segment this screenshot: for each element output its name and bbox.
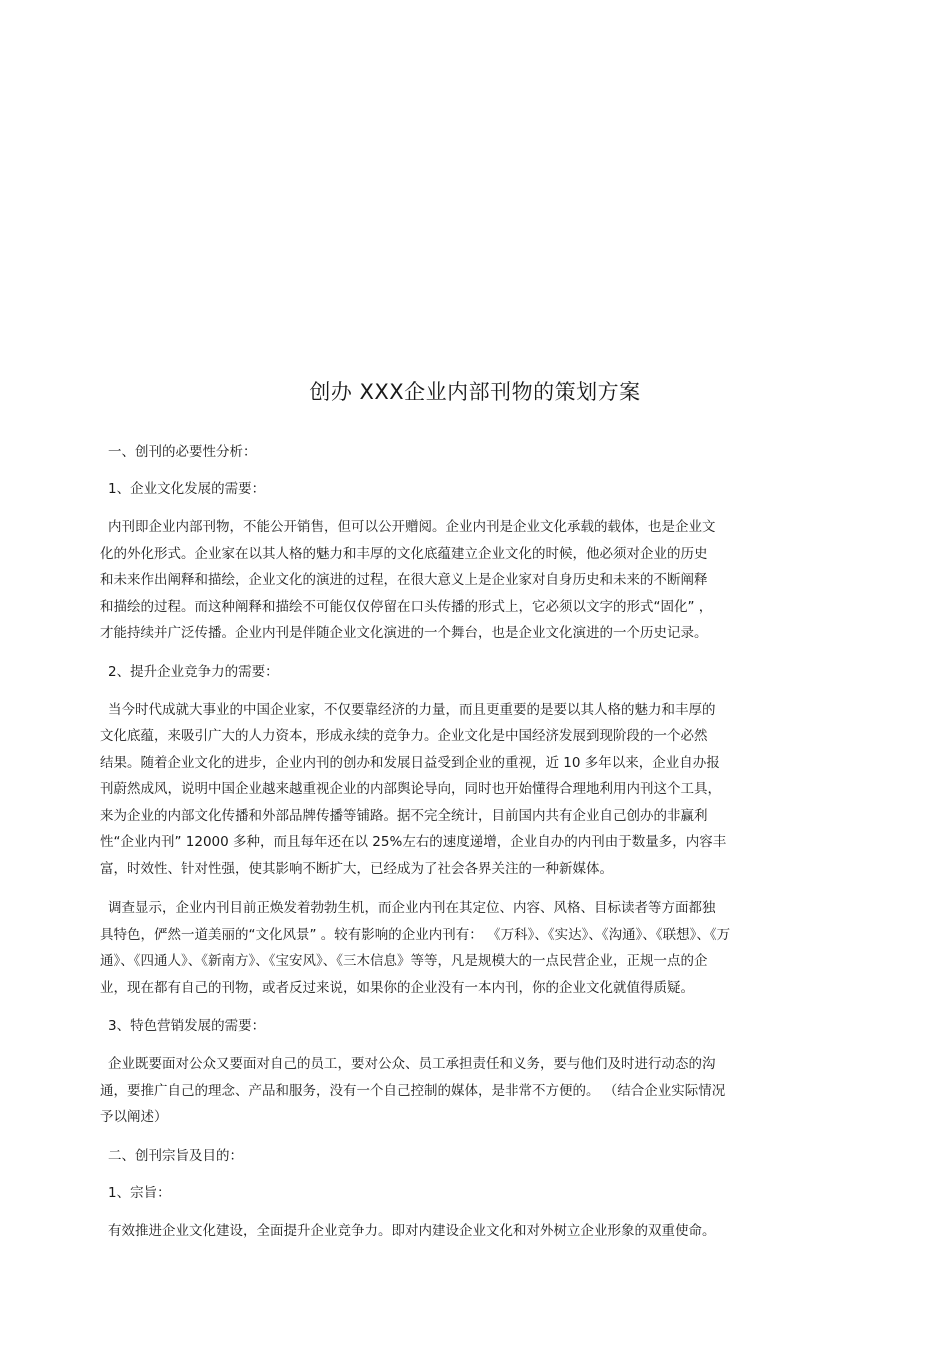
document-body (100, 440, 860, 1257)
paragraph-line: 予以阐述） (100, 1109, 168, 1125)
document-title: 创办 XXX企业内部刊物的策划方案 (309, 380, 641, 404)
paragraph (100, 1218, 860, 1245)
paragraph-line: 企业既要面对公众又要面对自己的员工，要对公众、员工承担责任和义务，要与他们及时进行动态的沟 (108, 1056, 716, 1072)
paragraph-line: 来为企业的内部文化传播和外部品牌传播等铺路。据不完全统计，目前国内共有企业自己创办的非赢利 (100, 807, 708, 824)
paragraph-line: 和描绘的过程。而这种阐释和描绘不可能仅仅停留在口头传播的形式上，它必须以文字的形式“固化” ， (100, 598, 713, 615)
section-heading: 二、创刊宗旨及目的： (108, 1147, 243, 1164)
paragraph (100, 1051, 860, 1131)
subsection-heading: 1、宗旨： (108, 1184, 171, 1201)
paragraph-line: 调查显示，企业内刊目前正焕发着勃勃生机，而企业内刊在其定位、内容、风格、目标读者等方面都独 (108, 900, 716, 916)
paragraph-line: 化的外化形式。企业家在以其人格的魅力和丰厚的文化底蕴建立企业文化的时候，他必须对企业的历史 (100, 545, 708, 562)
paragraph-line: 和未来作出阐释和描绘，企业文化的演进的过程，在很大意义上是企业家对自身历史和未来的不断阐释 (100, 572, 708, 588)
paragraph (100, 895, 860, 1001)
paragraph (100, 514, 860, 647)
paragraph-line: 文化底蕴，来吸引广大的人力资本，形成永续的竞争力。企业文化是中国经济发展到现阶段的一个必然 (100, 728, 708, 744)
paragraph-line: 富，时效性、针对性强，使其影响不断扩大，已经成为了社会各界关注的一种新媒体。 (100, 860, 613, 877)
paragraph-line: 当今时代成就大事业的中国企业家，不仅要靠经济的力量，而且更重要的是要以其人格的魅力和丰厚的 (108, 701, 716, 718)
paragraph-line: 通》、《四通人》、《新南方》、《宝安风》、《三木信息》等等，凡是规模大的一点民营企业，正规一点的企 (100, 953, 708, 969)
paragraph (100, 697, 860, 883)
paragraph-line: 刊蔚然成风，说明中国企业越来越重视企业的内部舆论导向，同时也开始懂得合理地利用内刊这个工具， (100, 781, 721, 797)
paragraph-line: 内刊即企业内部刊物，不能公开销售，但可以公开赠阅。企业内刊是企业文化承载的载体，也是企业文 (108, 519, 716, 535)
subsection-heading: 2、提升企业竞争力的需要： (108, 663, 279, 680)
paragraph-line: 具特色，俨然一道美丽的“文化风景” 。较有影响的企业内刊有： 《万科》、《实达》、《沟通》、《联想》、《万 (100, 926, 731, 943)
section-heading: 一、创刊的必要性分析： (108, 444, 257, 460)
paragraph-line: 业，现在都有自己的刊物，或者反过来说，如果你的企业没有一本内刊，你的企业文化就值得质疑。 (100, 979, 694, 996)
paragraph-line: 结果。随着企业文化的进步，企业内刊的创办和发展日益受到企业的重视，近 10 多年以来，企业自办报 (100, 754, 720, 771)
paragraph-line: 才能持续并广泛传播。企业内刊是伴随企业文化演进的一个舞台，也是企业文化演进的一个历史记录。 (100, 625, 708, 641)
paragraph-line: 性“企业内刊” 12000 多种，而且每年还在以 25%左右的速度递增，企业自办的内刊由于数量多，内容丰 (100, 834, 727, 850)
subsection-heading: 1、企业文化发展的需要： (108, 481, 266, 497)
paragraph-line: 通，要推广自己的理念、产品和服务，没有一个自己控制的媒体，是非常不方便的。 （结合企业实际情况 (100, 1082, 726, 1099)
paragraph-line: 有效推进企业文化建设，全面提升企业竞争力。即对内建设企业文化和对外树立企业形象的双重使命。 (108, 1222, 716, 1239)
subsection-heading: 3、特色营销发展的需要： (108, 1018, 266, 1034)
